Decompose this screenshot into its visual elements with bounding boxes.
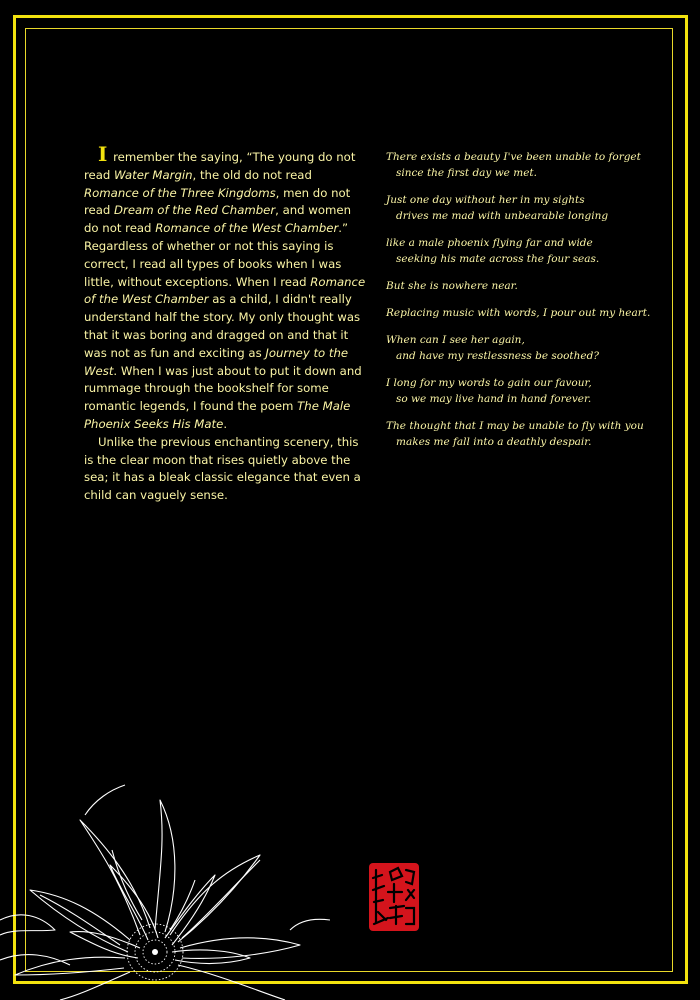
poem-stanza <box>386 418 656 450</box>
poem-column <box>386 149 656 461</box>
poem-stanza <box>386 332 656 364</box>
poem-stanza <box>386 375 656 407</box>
book-title: The Male Phoenix Seeks His Mate <box>84 399 351 431</box>
poem-stanza <box>386 192 656 224</box>
prose-text: . When I was just about to put it down and rummage through the bookshelf for some romantic legends, I found the poem <box>84 363 362 414</box>
book-title: Romance of the West Chamber <box>155 221 339 236</box>
poem-line: so we may live hand in hand forever. <box>396 393 592 405</box>
prose-paragraph-2: Unlike the previous enchanting scenery, this is the clear moon that rises quietly above the sea; it has a bleak classic elegance that even a child can vaguely sense. <box>84 434 361 503</box>
prose-text: , men do not read <box>84 185 351 218</box>
drop-cap: I <box>98 142 108 166</box>
poem-line: Replacing music with words, I pour out my heart. <box>386 307 651 319</box>
seal-stamp <box>368 862 420 932</box>
prose-text: , and women do not read <box>84 203 351 236</box>
poem-line: The thought that I may be unable to fly with you <box>386 420 644 432</box>
book-title: Romance of the West Chamber <box>84 274 366 307</box>
poem-line: since the first day we met. <box>396 167 537 179</box>
poem-line: Just one day without her in my sights <box>386 194 585 206</box>
poem-line: like a male phoenix flying far and wide <box>386 237 593 249</box>
poem-stanza <box>386 305 656 321</box>
poem-line: But she is nowhere near. <box>386 280 518 292</box>
poem-line: I long for my words to gain our favour, <box>386 377 592 389</box>
book-title: Dream of the Red Chamber <box>114 203 276 218</box>
book-title: Journey to the West <box>84 345 349 378</box>
poem-line: and have my restlessness be soothed? <box>396 350 599 362</box>
flower-illustration <box>0 760 330 1000</box>
poem-stanza <box>386 278 656 294</box>
book-title: Romance of the Three Kingdoms <box>84 185 276 200</box>
prose-text: . <box>223 416 228 431</box>
prose-text: , the old do not read <box>192 167 312 182</box>
prose-text: as a child, I didn't really understand half the story. My only thought was that it was boring and dragged on and that it was not as fun and exciting as <box>84 292 361 360</box>
poem-line: drives me mad with unbearable longing <box>396 210 609 222</box>
book-title: Water Margin <box>114 167 193 182</box>
poem-line: makes me fall into a deathly despair. <box>396 436 592 448</box>
poem-line: There exists a beauty I've been unable to forget <box>386 151 641 163</box>
poem-line: seeking his mate across the four seas. <box>396 253 600 265</box>
poem-stanza <box>386 235 656 267</box>
poem-stanza <box>386 149 656 181</box>
poem-line: When can I see her again, <box>386 334 525 346</box>
prose-column <box>84 142 366 505</box>
prose-text: remember the saying, “The young do not read <box>84 150 356 182</box>
prose-text: .” Regardless of whether or not this saying is correct, I read all types of books when I was little, without exceptions. When I read <box>84 221 349 289</box>
prose-paragraph-1 <box>84 142 366 434</box>
